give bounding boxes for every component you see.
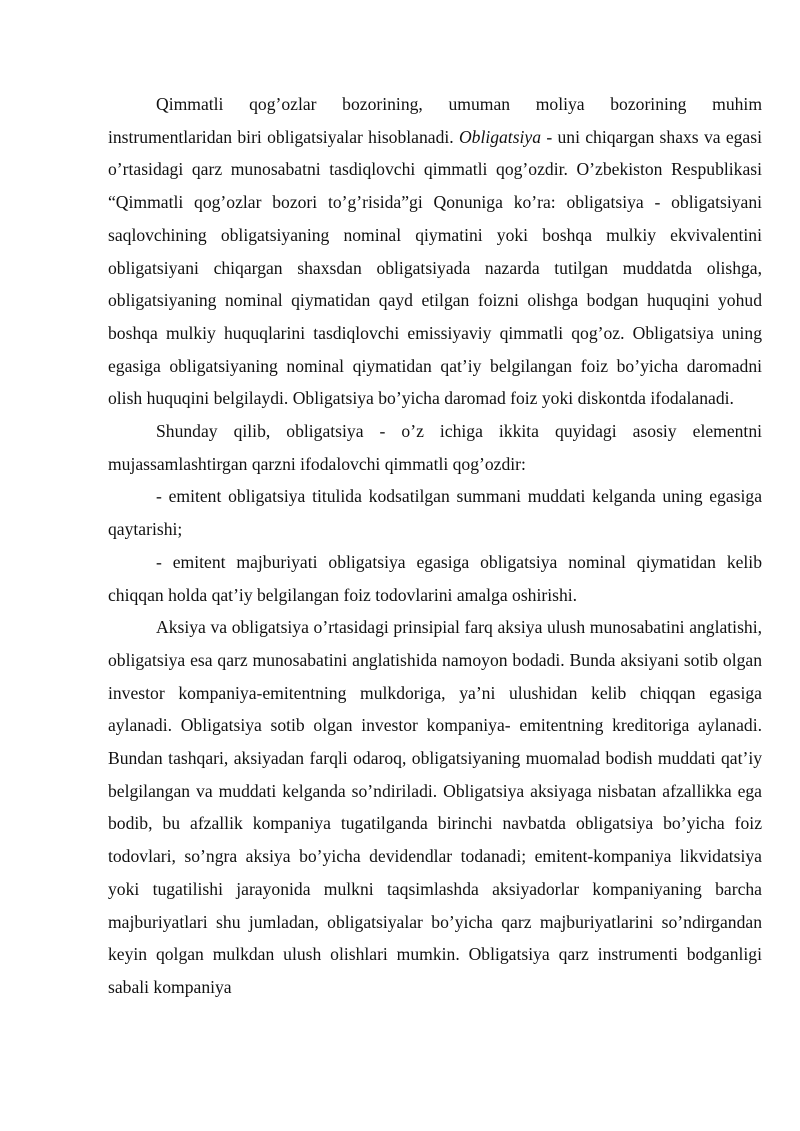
paragraph-bond-elements-intro: Shunday qilib, obligatsiya - o’z ichiga ikkita quyidagi asosiy elementni mujassamlashtirgan qarzni ifodalovchi qimmatli qog’ozdir: bbox=[108, 421, 762, 474]
italic-term: Obligatsiya bbox=[458, 126, 542, 147]
list-item-repayment: - emitent obligatsiya titulida kodsatilgan summani muddati kelganda uning egasiga qaytarishi; bbox=[108, 486, 762, 540]
paragraph-bond-definition bbox=[108, 88, 762, 415]
paragraph-share-vs-bond: Aksiya va obligatsiya o’rtasidagi prinsipial farq aksiya ulush munosabatini anglatishi, obligatsiya esa qarz munosabatini anglatishida namoyon bodadi. Bunda aksiyani sotib olgan investor kompaniya-emitentning mulkdoriga, ya’ni ulushidan kelib chiqqan egasiga aylanadi. Obligatsiya sotib olgan investor kompaniya- emitentning kreditoriga aylanadi. Bundan tashqari, aksiyadan farqli odaroq, obligatsiyaning muomalad bodish muddati qat’iy belgilangan va muddati kelganda so’ndiriladi. Obligatsiya aksiyaga nisbatan afzallikka ega bodib, bu afzallik kompaniya tugatilganda birinchi navbatda obligatsiya bo’yicha foiz todovlari, so’ngra aksiya bo’yicha devidendlar todanadi; emitent-kompaniya likvidatsiya yoki tugatilishi jarayonida mulkni taqsimlashda aksiyadorlar kompaniyaning barcha majburiyatlari shu jumladan, obligatsiyalar bo’yicha qarz majburiyatlarini so’ndirgandan keyin qolgan mulkdan ulush olishlari mumkin. Obligatsiya qarz instrumenti bodganligi sabali kompaniya bbox=[108, 617, 762, 997]
paragraph-text: - uni chiqargan shaxs va egasi o’rtasidagi qarz munosabatni tasdiqlovchi qimmatli qog’ozdir. O’zbekiston Respublikasi “Qimmatli qog’ozlar bozori to’g’risida”gi Qonuniga ko’ra: obligatsiya - obligatsiyani saqlovchining obligatsiyaning nominal qiymatini yoki boshqa mulkiy ekvivalentini obligatsiyani chiqargan shaxsdan obligatsiyada nazarda tutilgan muddatda olishga, obligatsiyaning nominal qiymatidan qayd etilgan foizni olishga bodgan huquqini yohud boshqa mulkiy huquqlarini tasdiqlovchi emissiyaviy qimmatli qog’oz. Obligatsiya uning egasiga obligatsiyaning nominal qiymatidan qat’iy belgilangan foiz bo’yicha daromadni olish huquqini belgilaydi. Obligatsiya bo’yicha daromad foiz yoki diskontda ifodalanadi. bbox=[108, 126, 762, 409]
paragraph-text: Qimmatli qog’ozlar bozorining, umuman moliya bozorining muhim instrumentlaridan biri obligatsiyalar hisoblanadi. bbox=[108, 94, 762, 147]
document-page bbox=[108, 88, 762, 1004]
list-item-interest: - emitent majburiyati obligatsiya egasiga obligatsiya nominal qiymatidan kelib chiqqan holda qat’iy belgilangan foiz todovlarini amalga oshirishi. bbox=[108, 551, 762, 605]
